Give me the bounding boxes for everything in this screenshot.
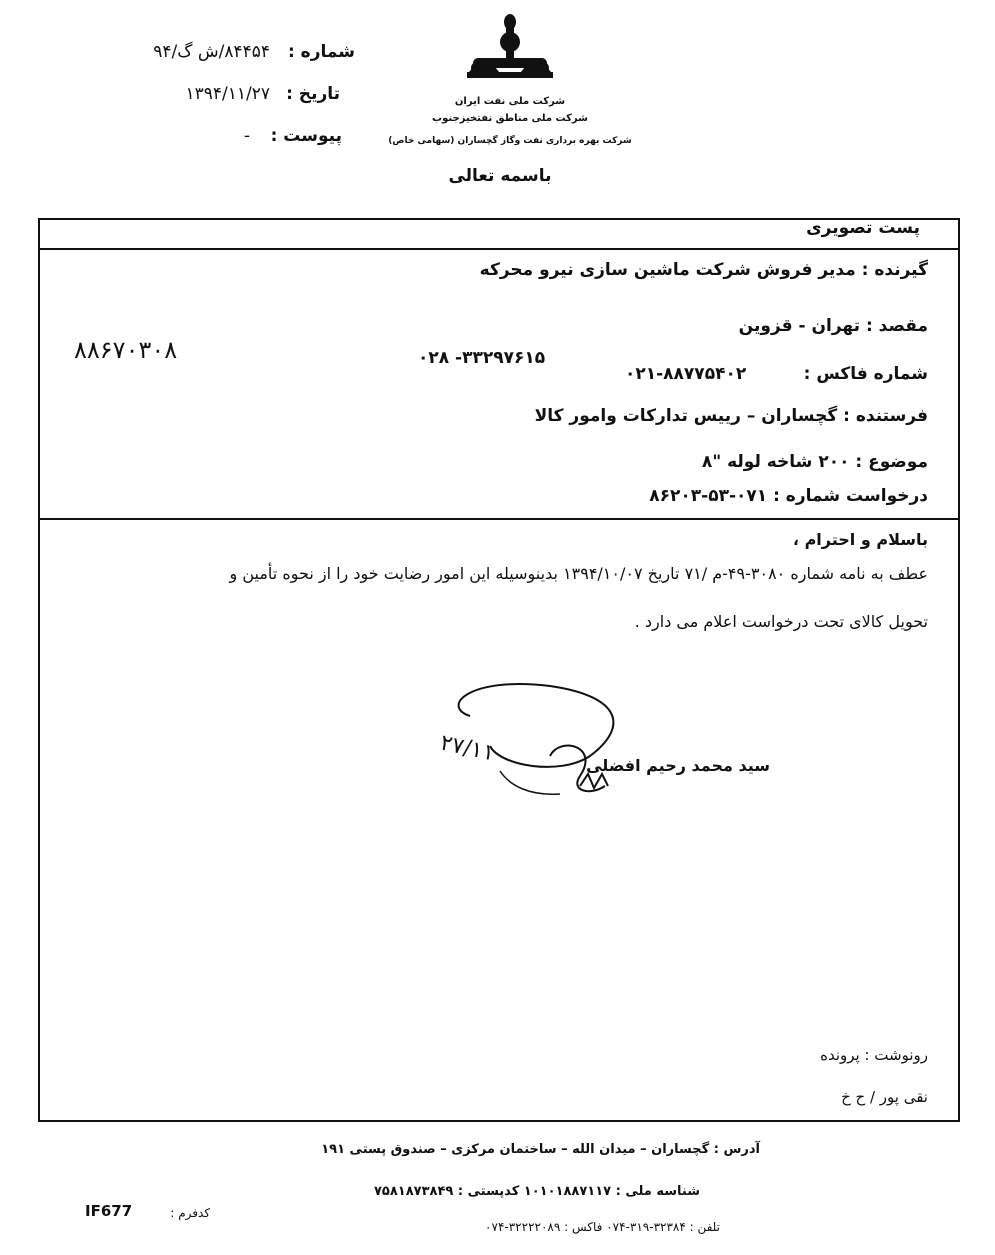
- request-number: درخواست شماره : ۰۷۱-۵۳-۸۶۲۰۳: [649, 486, 928, 506]
- cc-line-1: رونوشت : پرونده: [820, 1046, 928, 1064]
- greeting: باسلام و احترام ،: [792, 530, 928, 549]
- fax-form: [38, 218, 960, 1122]
- number-value: ۸۴۴۵۴/ش گ/۹۴: [153, 42, 270, 62]
- divider: [40, 518, 958, 520]
- body-line-1: عطف به نامه شماره ۳۰۸۰-۴۹-م /۷۱ تاریخ ۱۳۹۴/۱۰/۰۷ بدینوسیله این امور رضایت خود را از نحوه تأمین و: [229, 564, 928, 583]
- company-logo: [455, 12, 565, 92]
- fax-title: پست تصویری: [806, 218, 920, 238]
- footer-address: آدرس : گچساران – میدان الله – ساختمان مرکزی – صندوق پستی ۱۹۱: [321, 1142, 760, 1157]
- fax-handwritten-number: ۸۸۶۷۰۳۰۸: [74, 336, 178, 364]
- attachment-label: پیوست :: [270, 126, 342, 146]
- body-line-2: تحویل کالای تحت درخواست اعلام می دارد .: [634, 612, 928, 631]
- sender: فرستنده : گچساران – رییس تدارکات وامور کالا: [534, 406, 928, 426]
- signatory-name: سید محمد رحیم افضلی: [586, 756, 770, 775]
- destination: مقصد : تهران - قزوین: [738, 316, 928, 336]
- footer-phones: تلفن : ۳۲۳۸۴-۳۱۹-۰۷۴ فاکس : ۳۲۲۲۲۰۸۹-۰۷۴: [485, 1220, 720, 1234]
- basmala: باسمه تعالی: [448, 166, 552, 186]
- divider: [40, 248, 958, 250]
- recipient: گیرنده : مدیر فروش شرکت ماشین سازی نیرو محرکه: [479, 260, 928, 280]
- fax-label: شماره فاکس :: [803, 364, 928, 384]
- attachment-value: -: [243, 126, 250, 146]
- form-code-label: کدفرم :: [170, 1206, 210, 1220]
- fax-number-1: ۰۲۱-۸۸۷۷۵۴۰۲: [625, 364, 747, 384]
- org-line-1: شرکت ملی نفت ایران: [454, 96, 566, 107]
- fax-number-2: ۰۲۸ -۳۳۲۹۷۶۱۵: [418, 348, 546, 368]
- form-code: IF677: [85, 1202, 133, 1220]
- date-label: تاریخ :: [286, 84, 340, 104]
- date-value: ۱۳۹۴/۱۱/۲۷: [185, 84, 270, 104]
- org-line-3: شرکت بهره برداری نفت وگاز گچساران (سهامی خاص): [388, 136, 632, 146]
- footer-ids: شناسه ملی : ۱۰۱۰۱۸۸۷۱۱۷ کدپستی : ۷۵۸۱۸۷۳۸۴۹: [374, 1184, 700, 1199]
- org-line-2: شرکت ملی مناطق نفتخیزجنوب: [432, 113, 588, 124]
- cc-line-2: نقی پور / ح خ: [841, 1088, 928, 1106]
- subject: موضوع : ۲۰۰ شاخه لوله "۸: [701, 452, 928, 472]
- number-label: شماره :: [287, 42, 355, 62]
- signature-date: ۲۷/۱۱: [437, 730, 497, 767]
